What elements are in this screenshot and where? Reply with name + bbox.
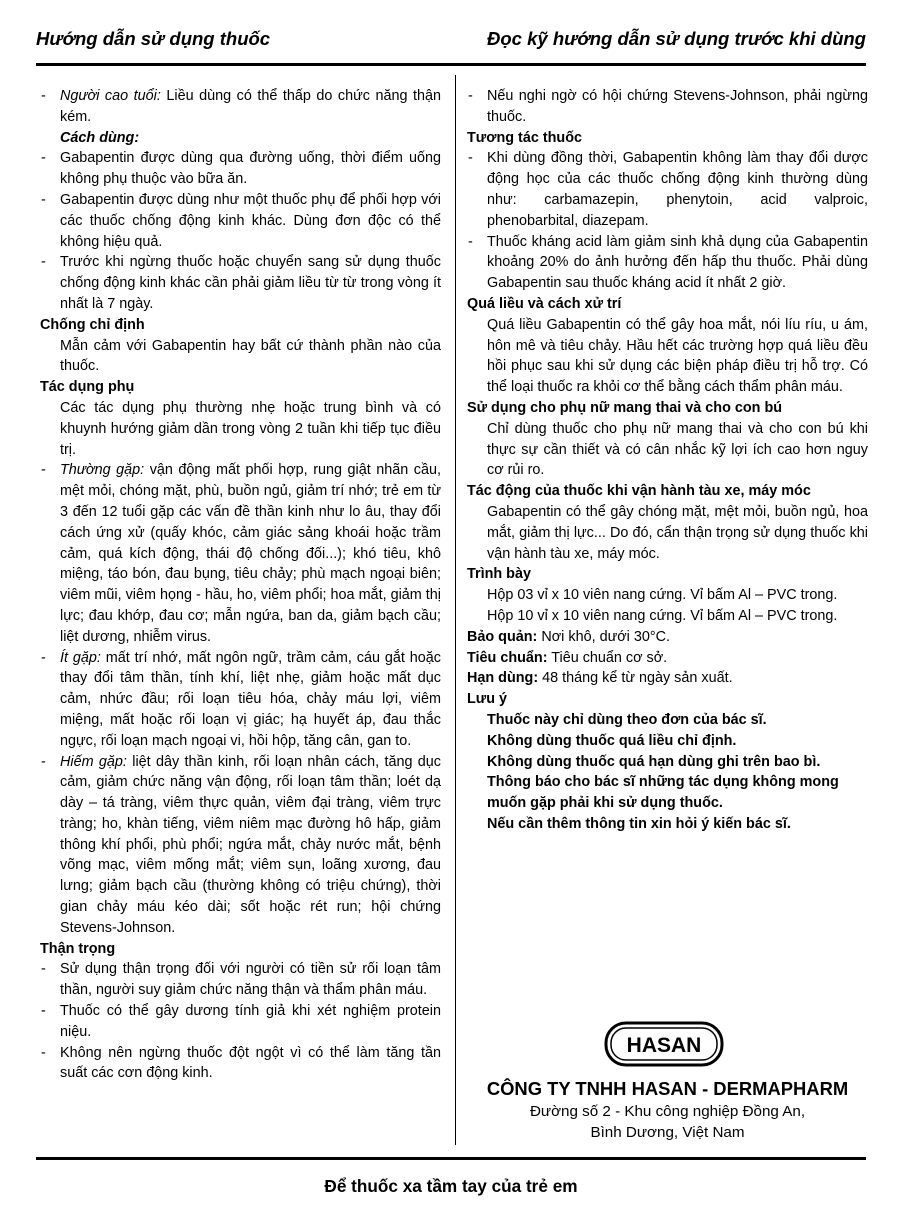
packaging-item: Hộp 03 vỉ x 10 viên nang cứng. Vỉ bấm Al – PVC trong. <box>487 587 838 604</box>
rare-text: liệt dây thần kinh, rối loạn nhân cách, tăng dục cảm, giảm chức năng vận động, rối loạn tâm thần; loét dạ dày – tá tràng, viêm thực quản, viêm đại tràng, viêm trực tràng; ho, khàn tiếng, viêm niêm mạc đường hô hấp, giảm thông khí phổi, phù phổi; ngứa mắt, chảy nước mắt, bệnh võng mạc, viêm mống mắt; viêm sụn, loãng xương, đau lưng; giảm bạch cầu (thường không có triệu chứng), thời gian chảy máu kéo dài; sốt hoặc rét run; hội chứng Stevens-Johnson. <box>60 753 441 936</box>
right-column <box>467 86 868 835</box>
rare-label: Hiếm gặp: <box>60 753 127 770</box>
storage-label: Bảo quản: <box>467 628 538 645</box>
notes-list <box>467 710 868 835</box>
expiry-label: Hạn dùng: <box>467 670 539 687</box>
packaging-heading: Trình bày <box>467 566 531 583</box>
note-item: Không dùng thuốc quá liều chỉ định. <box>487 732 737 749</box>
header-rule <box>36 63 866 66</box>
company-name: CÔNG TY TNHH HASAN - DERMAPHARM <box>486 1078 849 1099</box>
note-heading: Lưu ý <box>467 691 508 708</box>
pregnancy-text: Chỉ dùng thuốc cho phụ nữ mang thai và cho con bú khi thực sự cần thiết và có cân nhắc kỹ lợi ích cao hơn nguy cơ rủi ro. <box>487 420 868 479</box>
standard-text: Tiêu chuẩn cơ sở. <box>547 649 668 666</box>
column-divider <box>455 75 456 1145</box>
contraindication-text: Mẫn cảm với Gabapentin hay bất cứ thành phần nào của thuốc. <box>60 337 441 375</box>
interaction-heading: Tương tác thuốc <box>467 129 582 146</box>
standard-line <box>467 648 868 669</box>
overdose-text: Quá liều Gabapentin có thể gây hoa mắt, nói líu ríu, u ám, hôn mê và tiêu chảy. Hầu hết các trường hợp quá liều đều hồi phục sau khi sử dụng các biện pháp điều trị hỗ trợ. Có thể loại thuốc ra khỏi cơ thể bằng cách thẩm phân máu. <box>487 316 868 396</box>
common-text: vận động mất phối hợp, rung giật nhãn cầu, mệt mỏi, chóng mặt, phù, buồn ngủ, giảm trí nhớ; trẻ em từ 3 đến 12 tuổi gặp các vấn đề thần kinh như lo âu, thay đổi cách ứng xử (quấy khóc, cảm giác sảng khoái hoặc trầm cảm, quá kích động, thái độ chống đối...); khó tiêu, khô miệng, táo bón, đau bụng, tiêu chảy; phù mạch ngoại biên; viêm mũi, viêm họng - hầu, ho, viêm phổi; hoa mắt, giảm thị lực; đau khớp, đau cơ; mẫn ngứa, ban da, giảm bạch cầu; liệt dương, nhiễm virus. <box>60 462 441 645</box>
pregnancy-heading: Sử dụng cho phụ nữ mang thai và cho con bú <box>467 399 783 416</box>
side-effects-intro: Các tác dụng phụ thường nhẹ hoặc trung bình và có khuynh hướng giảm dần trong vòng 2 tuần khi tiếp tục điều trị. <box>60 399 441 458</box>
common-effects-item <box>40 460 441 647</box>
caution-item: - Không nên ngừng thuốc đột ngột vì có thể làm tăng tần suất các cơn động kinh. <box>40 1043 441 1085</box>
elderly-label: Người cao tuổi: <box>60 88 161 104</box>
hasan-logo-mark <box>604 1020 724 1068</box>
footer-warning: Để thuốc xa tầm tay của trẻ em <box>324 1176 578 1196</box>
storage-line <box>467 627 868 648</box>
common-label: Thường gặp: <box>60 462 145 479</box>
usage-item: - Trước khi ngừng thuốc hoặc chuyển sang sử dụng thuốc chống động kinh khác cần phải giảm liều từ từ trong vòng ít nhất là 7 ngày. <box>40 252 441 314</box>
page-header <box>36 28 866 58</box>
note-item: Nếu cần thêm thông tin xin hỏi ý kiến bác sĩ. <box>487 815 791 832</box>
header-title-right: Đọc kỹ hướng dẫn sử dụng trước khi dùng <box>487 28 866 49</box>
hasan-logo <box>604 1020 724 1068</box>
caution-item: - Sử dụng thận trọng đối với người có tiền sử rối loạn tâm thần, người suy giảm chức năng thận và thẩm phân máu. <box>40 959 441 1001</box>
standard-label: Tiêu chuẩn: <box>467 649 548 666</box>
interaction-item: - Khi dùng đồng thời, Gabapentin không làm thay đổi dược động học của các thuốc chống động kinh thường dùng như: carbamazepin, phenytoin, acid valproic, phenobarbital, diazepam. <box>467 148 868 231</box>
uncommon-text: mất trí nhớ, mất ngôn ngữ, trầm cảm, cáu gắt hoặc thay đổi tâm thần, tính khí, liệt nhẹ, giảm hoặc mất dục cảm, nhức đầu; rối loạn tiêu hóa, chảy máu lợi, viêm miệng, mất hoặc rối loạn vị giác; hạ huyết áp, đau thắc ngực, rối loạn mạch ngoại vi, hồi hộp, tăng cân, gan to. <box>60 649 441 749</box>
driving-heading: Tác động của thuốc khi vận hành tàu xe, máy móc <box>467 483 811 500</box>
left-column <box>40 86 441 1084</box>
uncommon-label: Ít gặp: <box>60 649 101 666</box>
elderly-item <box>40 86 441 128</box>
note-item: Không dùng thuốc quá hạn dùng ghi trên bao bì. <box>487 753 821 770</box>
packaging-item: Hộp 10 vỉ x 10 viên nang cứng. Vỉ bấm Al – PVC trong. <box>487 607 838 624</box>
note-item: Thông báo cho bác sĩ những tác dụng không mong muốn gặp phải khi sử dụng thuốc. <box>487 774 839 812</box>
contraindication-heading: Chống chỉ định <box>40 316 145 333</box>
usage-heading: Cách dùng: <box>60 129 140 146</box>
uncommon-effects-item <box>40 648 441 752</box>
overdose-heading: Quá liều và cách xử trí <box>467 295 622 312</box>
company-address-line1: Đường số 2 - Khu công nghiệp Đồng An, <box>529 1103 806 1120</box>
usage-item: - Gabapentin được dùng qua đường uống, thời điểm uống không phụ thuộc vào bữa ăn. <box>40 148 441 190</box>
usage-item: - Gabapentin được dùng như một thuốc phụ để phối hợp với các thuốc chống động kinh khác. Dùng đơn độc có thể không hiệu quả. <box>40 190 441 252</box>
caution-item: - Thuốc có thể gây dương tính giả khi xét nghiệm protein niệu. <box>40 1001 441 1043</box>
stevens-johnson-item: - Nếu nghi ngờ có hội chứng Stevens-Johnson, phải ngừng thuốc. <box>467 86 868 128</box>
caution-heading: Thận trọng <box>40 940 116 957</box>
interaction-item: - Thuốc kháng acid làm giảm sinh khả dụng của Gabapentin khoảng 20% do ảnh hưởng đến hấp thu thuốc. Phải dùng Gabapentin sau thuốc kháng acid ít nhất 2 giờ. <box>467 232 868 294</box>
expiry-line <box>467 668 868 689</box>
side-effects-heading: Tác dụng phụ <box>40 379 135 396</box>
expiry-text: 48 tháng kể từ ngày sản xuất. <box>538 670 733 687</box>
company-address-line2: Bình Dương, Việt Nam <box>590 1124 745 1141</box>
note-item: Thuốc này chỉ dùng theo đơn của bác sĩ. <box>487 711 767 728</box>
company-block <box>462 1077 873 1143</box>
header-title-left: Hướng dẫn sử dụng thuốc <box>36 28 271 49</box>
storage-text: Nơi khô, dưới 30°C. <box>537 628 671 645</box>
driving-text: Gabapentin có thể gây chóng mặt, mệt mỏi, buồn ngủ, hoa mắt, giảm thị lực... Do đó, cẩn thận trọng sử dụng thuốc khi vận hành tàu xe, máy móc. <box>487 503 868 562</box>
elderly-text: Liều dùng có thể thấp do chức năng thận kém. <box>60 88 441 125</box>
rare-effects-item <box>40 752 441 939</box>
logo-text: HASAN <box>626 1034 702 1057</box>
footer-rule <box>36 1157 866 1160</box>
